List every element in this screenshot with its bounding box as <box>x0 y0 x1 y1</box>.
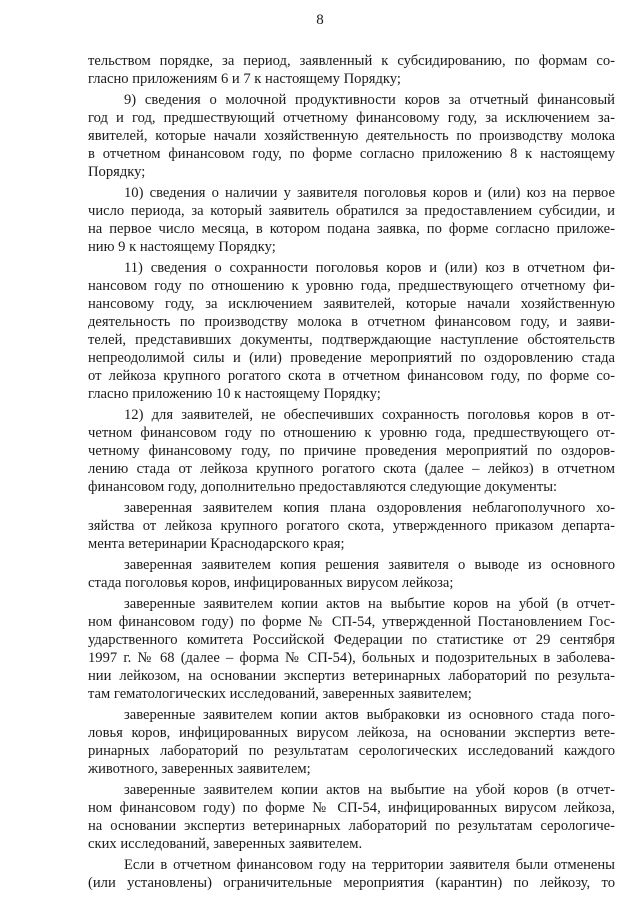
text-line: нии лейкозом, на основании экспертиз ветеринарных лабораторий по результа- <box>88 668 615 684</box>
text-line: гласно приложению 10 к настоящему Порядку; <box>88 386 381 402</box>
paragraph <box>88 499 615 553</box>
text-line: заверенные заявителем копии актов выбраковки из основного стада пого- <box>124 707 615 723</box>
document-body <box>88 52 615 892</box>
text-line: 10) сведения о наличии у заявителя поголовья коров и (или) коз на первое <box>124 185 615 201</box>
text-line: ских исследований, заверенных заявителем. <box>88 836 363 852</box>
text-line: заверенная заявителем копия решения заявителя о выводе из основного <box>124 557 615 573</box>
text-line: 9) сведения о молочной продуктивности коров за отчетный финансовый <box>124 92 615 108</box>
paragraph <box>88 52 615 88</box>
text-line: ринарных лабораторий по результатам серологических исследований каждого <box>88 743 615 759</box>
text-line: ном финансовом году) по форме № СП-54, инфицированных вирусом лейкоза, <box>88 800 615 816</box>
paragraph <box>88 91 615 181</box>
paragraph <box>88 856 615 892</box>
text-line: ударственного комитета Российской Федерации по статистике от 29 сентября <box>88 632 615 648</box>
text-line: тельством порядке, за период, заявленный к субсидированию, по формам со- <box>88 53 615 69</box>
text-line: там гематологических исследований, заверенных заявителем; <box>88 686 472 702</box>
text-line: на первое число месяца, в котором подана заявка, по форме согласно приложе- <box>88 221 615 237</box>
text-line: от лейкоза крупного рогатого скота в отчетном финансовом году, по форме со- <box>88 368 615 384</box>
text-line: стада поголовья коров, инфицированных вирусом лейкоза; <box>88 575 454 591</box>
paragraph <box>88 184 615 256</box>
text-line: год и год, предшествующий отчетному финансовому году, за исключением за- <box>88 110 615 126</box>
text-line: животного, заверенных заявителем; <box>88 761 311 777</box>
text-line: 1997 г. № 68 (далее – форма № СП-54), больных и подозрительных в заболева- <box>88 650 615 666</box>
text-line: 11) сведения о сохранности поголовья коров и (или) коз в отчетном фи- <box>124 260 615 276</box>
text-line: нансовому году, за исключением заявителей, которые начали хозяйственную <box>88 296 615 312</box>
text-line: нансовом году по отношению к уровню года, предшествующего отчетному фи- <box>88 278 615 294</box>
paragraph <box>88 406 615 496</box>
text-line: на основании экспертиз ветеринарных лабораторий по результатам серологиче- <box>88 818 615 834</box>
text-line: четному финансовому году, по причине проведения мероприятий по оздоров- <box>88 443 615 459</box>
text-line: лению стада от лейкоза крупного рогатого скота (далее – лейкоз) в отчетном <box>88 461 615 477</box>
paragraph <box>88 556 615 592</box>
paragraph <box>88 781 615 853</box>
text-line: мента ветеринарии Краснодарского края; <box>88 536 345 552</box>
text-line: число периода, за который заявитель обратился за предоставлением субсидии, и <box>88 203 615 219</box>
text-line: в отчетном финансовом году, по форме согласно приложению 8 к настоящему <box>88 146 615 162</box>
text-line: финансовом году, дополнительно предоставляются следующие документы: <box>88 479 558 495</box>
text-line: Если в отчетном финансовом году на территории заявителя были отменены <box>124 857 615 873</box>
text-line: заверенные заявителем копии актов на выбытие коров на убой (в отчет- <box>124 596 615 612</box>
text-line: нию 9 к настоящему Порядку; <box>88 239 276 255</box>
text-line: телей, представивших документы, подтверждающие наступление обстоятельств <box>88 332 615 348</box>
text-line: (или установлены) ограничительные мероприятия (карантин) по лейкозу, то <box>88 875 615 891</box>
text-line: четном финансовом году по отношению к уровню года, предшествующего от- <box>88 425 615 441</box>
text-line: непреодолимой силы и (или) проведение мероприятий по оздоровлению стада <box>88 350 615 366</box>
paragraph <box>88 595 615 703</box>
text-line: зяйства от лейкоза крупного рогатого скота, утвержденного приказом департа- <box>88 518 615 534</box>
text-line: Порядку; <box>88 164 146 180</box>
text-line: 12) для заявителей, не обеспечивших сохранность поголовья коров в от- <box>124 407 615 423</box>
paragraph <box>88 259 615 403</box>
text-line: ном финансовом году) по форме № СП-54, утвержденной Постановлением Гос- <box>88 614 615 630</box>
text-line: явителей, которые начали хозяйственную деятельность по производству молока <box>88 128 615 144</box>
text-line: ловья коров, инфицированных вирусом лейкоза, на основании экспертиз вете- <box>88 725 615 741</box>
text-line: деятельность по производству молока в отчетном финансовом году, и заяви- <box>88 314 615 330</box>
text-line: заверенные заявителем копии актов на выбытие на убой коров (в отчет- <box>124 782 615 798</box>
paragraph <box>88 706 615 778</box>
text-line: гласно приложениям 6 и 7 к настоящему Порядку; <box>88 71 401 87</box>
text-line: заверенная заявителем копия плана оздоровления неблагополучного хо- <box>124 500 615 516</box>
page-number: 8 <box>316 12 324 28</box>
